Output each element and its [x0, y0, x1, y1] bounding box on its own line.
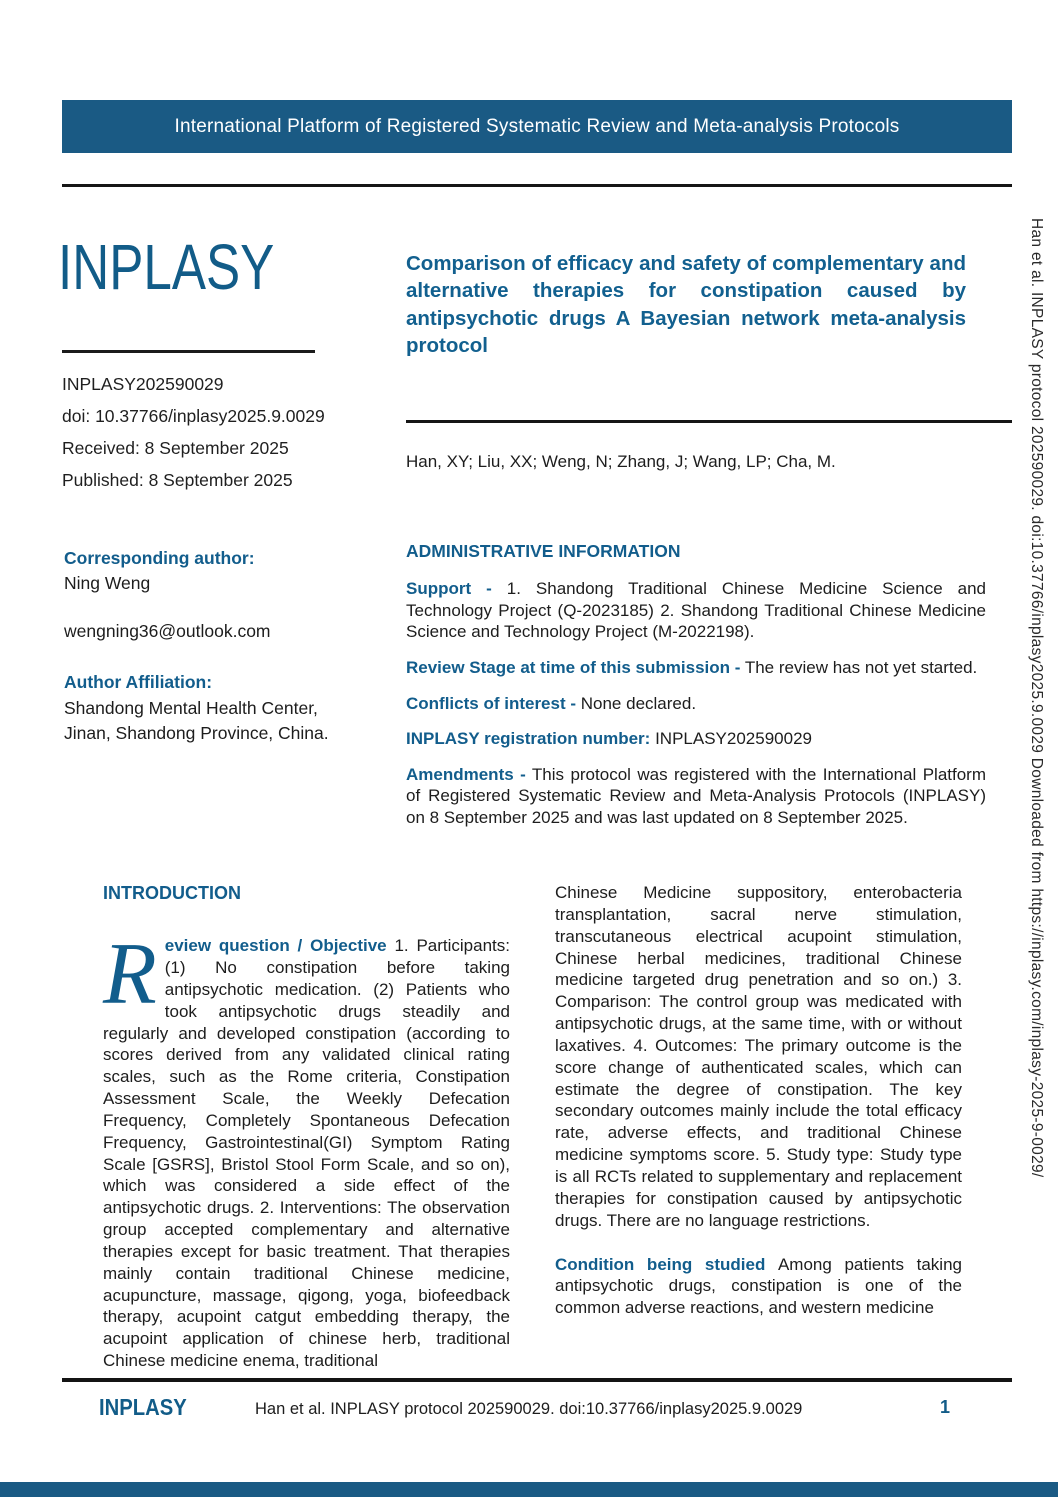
doi-line: doi: 10.37766/inplasy2025.9.0029	[62, 406, 325, 426]
objective-label: eview question / Objective	[164, 936, 395, 956]
received-date: Received: 8 September 2025	[62, 438, 289, 458]
administrative-information-section	[406, 540, 986, 842]
platform-banner	[62, 100, 1012, 153]
registration-text: INPLASY202590029	[655, 729, 812, 749]
introduction-right-column	[555, 882, 962, 1372]
logo-underline	[62, 350, 315, 353]
support-label: Support -	[406, 579, 492, 599]
conflicts-label: Conflicts of interest -	[406, 693, 577, 713]
objective-paragraph-continued	[555, 882, 962, 1232]
condition-paragraph	[555, 1254, 962, 1320]
introduction-left-column	[103, 882, 510, 1372]
corresponding-author-email: wengning36@outlook.com	[64, 620, 271, 641]
objective-text-left: 1. Participants: (1) No constipation before taking antipsychotic medication. (2) Patients who took antipsychotic drugs steadily and regularly and developed constipation (according to scores derived from any validated clinical rating scales, such as the Rome criteria, Constipation Assessment Scale, the Weekly Defecation Frequency, Completely Spontaneous Defecation Frequency, Gastrointestinal(GI) Symptom Rating Scale [GSRS], Bristol Stool Form Scale, and so on), which was considered a side effect of the antipsychotic drugs. 2. Interventions: The observation group accepted complementary and alternative therapies except for basic treatment. That therapies mainly contain traditional Chinese medicine, acupuncture, massage, qigong, yoga, biofeedback therapy, acupoint catgut embedding therapy, the acupoint application of chinese herb, traditional Chinese medicine enema, traditional	[103, 936, 510, 1371]
title-divider	[406, 420, 1012, 423]
support-text: 1. Shandong Traditional Chinese Medicine Science and Technology Project (Q-2023185) 2. Shandong Traditional Chinese Medicine Science and Technology Project (M-2022198).	[406, 579, 986, 642]
review-stage-text: The review has not yet started.	[744, 657, 978, 677]
registration-label: INPLASY registration number:	[406, 729, 651, 749]
platform-banner-title: International Platform of Registered Systematic Review and Meta-analysis Protocols	[174, 115, 900, 137]
inplasy-logo: INPLASY	[58, 231, 275, 303]
corresponding-author-label: Corresponding author:	[64, 548, 255, 568]
support-paragraph	[406, 578, 986, 643]
amendments-paragraph	[406, 764, 986, 829]
objective-paragraph	[103, 926, 510, 1372]
footer-inplasy-logo: INPLASY	[99, 1394, 187, 1420]
introduction-section	[103, 882, 963, 1372]
review-stage-label: Review Stage at time of this submission -	[406, 657, 741, 677]
dropcap-letter: R	[103, 926, 157, 1024]
amendments-label: Amendments -	[406, 764, 526, 784]
registration-id: INPLASY202590029	[62, 374, 224, 394]
article-title: Comparison of efficacy and safety of complementary and alternative therapies for constipation caused by antipsychotic drugs A Bayesian network meta-analysis protocol	[406, 252, 966, 357]
corresponding-author-name: Ning Weng	[64, 573, 151, 594]
author-affiliation-line1: Shandong Mental Health Center,	[64, 697, 318, 718]
contact-block	[64, 546, 394, 746]
protocol-meta	[62, 374, 392, 502]
bottom-blue-bar	[0, 1482, 1058, 1497]
condition-text: Among patients taking antipsychotic drugs, constipation is one of the common adverse reactions, and western medicine	[555, 1254, 962, 1318]
administrative-information-heading: ADMINISTRATIVE INFORMATION	[406, 541, 681, 561]
published-date: Published: 8 September 2025	[62, 470, 293, 490]
header-divider	[62, 184, 1012, 187]
author-affiliation-label: Author Affiliation:	[64, 672, 213, 693]
footer-divider	[62, 1378, 1012, 1382]
vertical-citation-text: Han et al. INPLASY protocol 202590029. doi:10.37766/inplasy2025.9.0029 Downloaded from https://inplasy.com/inplasy-2025-9-0029/	[1028, 218, 1045, 1178]
condition-label: Condition being studied	[555, 1254, 778, 1274]
introduction-heading: INTRODUCTION	[103, 883, 241, 903]
footer-citation: Han et al. INPLASY protocol 202590029. doi:10.37766/inplasy2025.9.0029	[255, 1400, 803, 1418]
author-affiliation-line2: Jinan, Shandong Province, China.	[64, 722, 329, 743]
conflicts-text: None declared.	[580, 693, 697, 713]
author-list: Han, XY; Liu, XX; Weng, N; Zhang, J; Wang, LP; Cha, M.	[406, 452, 836, 471]
review-stage-paragraph	[406, 657, 986, 679]
page-number: 1	[940, 1397, 951, 1417]
registration-paragraph	[406, 728, 986, 750]
objective-text-right: Chinese Medicine suppository, enterobacteria transplantation, sacral nerve stimulation, transcutaneous electrical acupoint stimulation, Chinese herbal medicines, traditional Chinese medicine targeted drug penetration and so on.) 3. Comparison: The control group was medicated with antipsychotic drugs, at the same time, with or without laxatives. 4. Outcomes: The primary outcome is the score change of authenticated scales, which can estimate the degree of constipation. The key secondary outcomes mainly include the total efficacy rate, adverse effects, and traditional Chinese medicine symptoms score. 5. Study type: Study type is all RCTs related to supplementary and replacement therapies for constipation caused by antipsychotic drugs. There are no language restrictions.	[555, 883, 962, 1230]
amendments-text: This protocol was registered with the International Platform of Registered Systematic Review and Meta-Analysis Protocols (INPLASY) on 8 September 2025 and was last updated on 8 September 2025.	[406, 764, 986, 827]
conflicts-paragraph	[406, 693, 986, 715]
